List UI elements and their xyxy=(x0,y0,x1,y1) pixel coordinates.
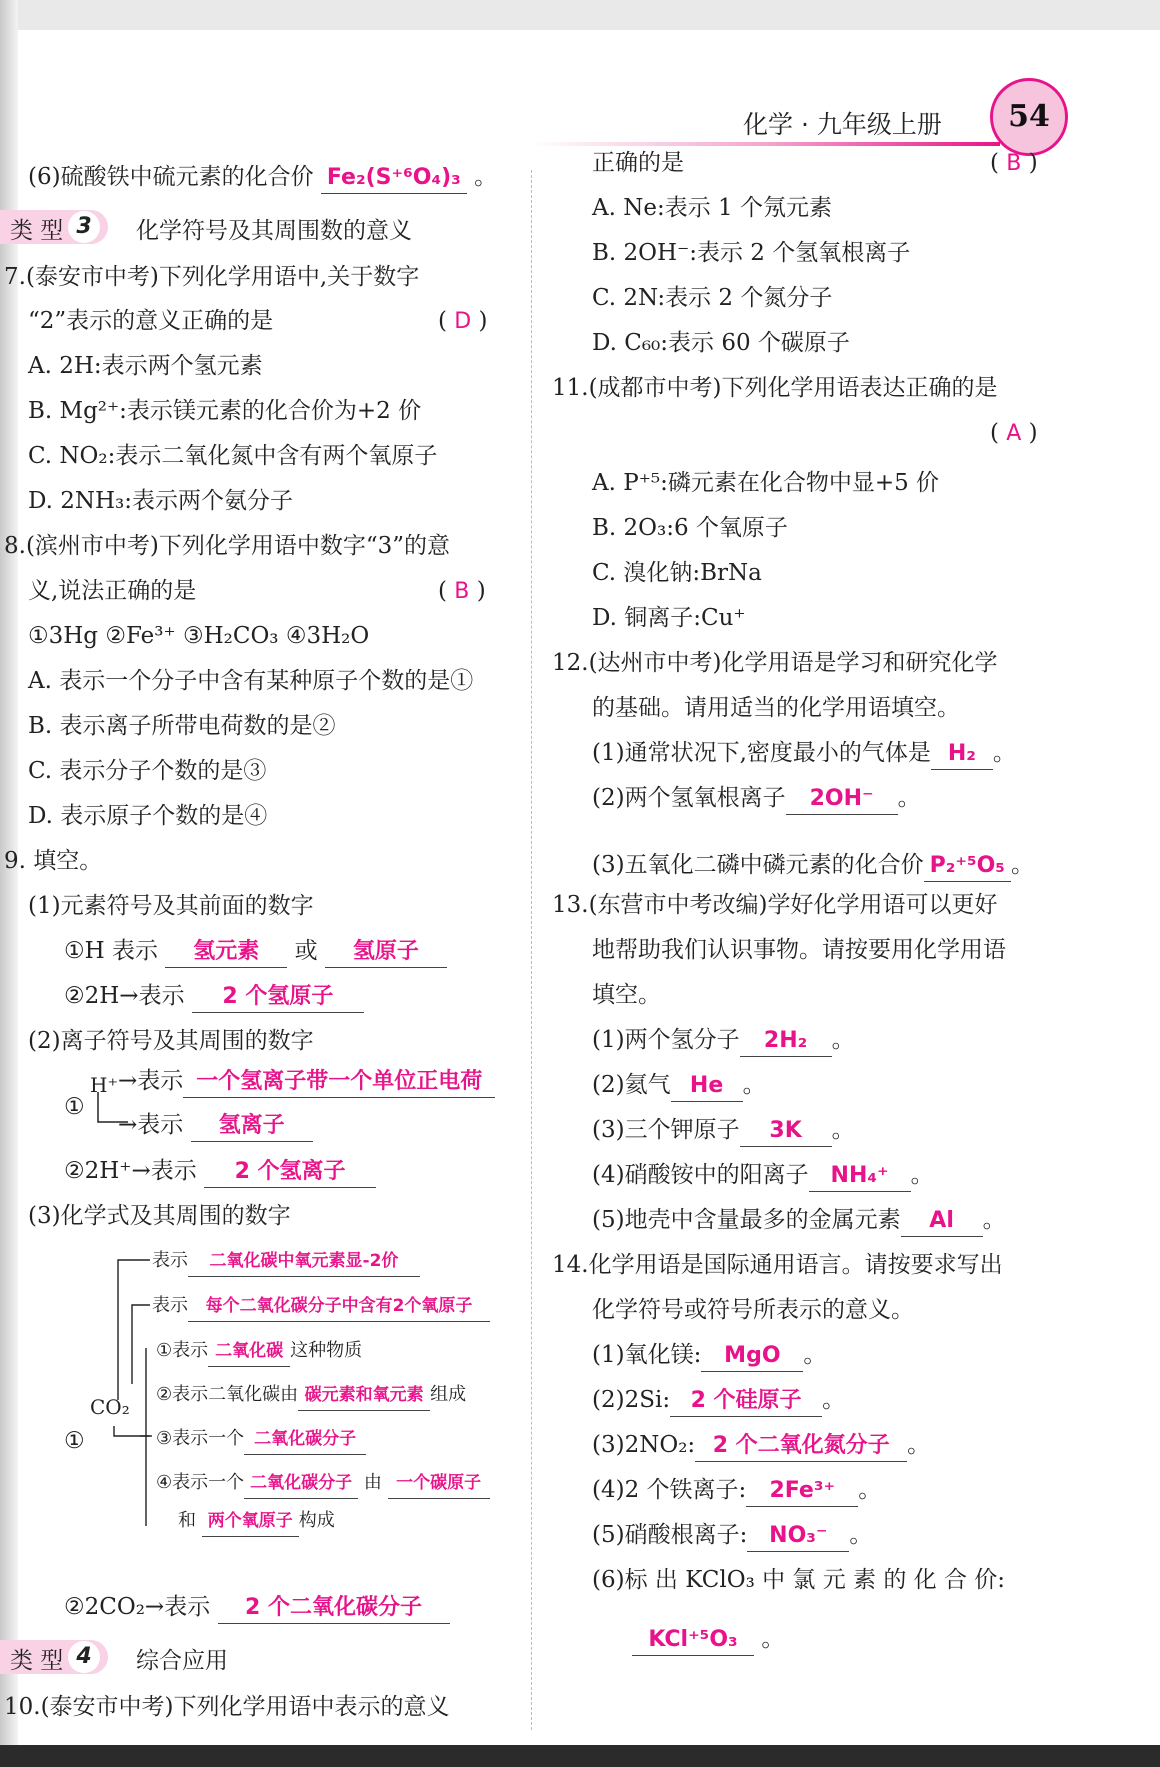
q11-option-c: C. 溴化钠:BrNa xyxy=(592,560,762,586)
q12-part2-label: (2)两个氢氧根离子 xyxy=(592,785,786,811)
q13-part3-label: (3)三个钾原子 xyxy=(592,1117,740,1143)
q7-answer-bracket: ( D ) xyxy=(438,308,488,334)
q8-answer: B xyxy=(454,579,470,604)
q14-part4-answer: 2Fe³⁺ xyxy=(746,1476,858,1507)
co2-meaning5-end: 构成 xyxy=(298,1510,335,1531)
q12-part3 xyxy=(592,850,1034,882)
co2-meaning1-end: 这种物质 xyxy=(290,1340,363,1361)
co2-meaning3-label: ③表示一个 xyxy=(156,1428,245,1449)
co2-meaning2-label: ②表示二氧化碳由 xyxy=(156,1384,299,1405)
co2-meaning5-answer: 两个氧原子 xyxy=(202,1506,299,1537)
q13-part5-end: 。 xyxy=(982,1207,1006,1233)
co2-row1-label: 表示 xyxy=(152,1250,188,1271)
q12-part2-answer: 2OH⁻ xyxy=(786,784,898,815)
co2-diagram xyxy=(60,1248,500,1588)
q9-part1a-label: 表示 xyxy=(112,938,158,964)
q13-part4-answer: NH₄⁺ xyxy=(809,1161,911,1192)
q10-stem: 10.(泰安市中考)下列化学用语中表示的意义 xyxy=(4,1694,450,1720)
co2-symbol: CO₂ xyxy=(90,1395,130,1419)
q13-part2-answer: He xyxy=(671,1071,743,1102)
q8-items: ①3Hg ②Fe³⁺ ③H₂CO₃ ④3H₂O xyxy=(28,623,370,649)
q10-answer-bracket: ( B ) xyxy=(990,150,1038,176)
q6-end: 。 xyxy=(474,164,498,190)
q12-stem2: 的基础。请用适当的化学用语填空。 xyxy=(592,695,960,721)
q14-part1 xyxy=(592,1340,826,1372)
q8-stem2: 义,说法正确的是 xyxy=(28,578,197,604)
co2-meaning1 xyxy=(156,1336,362,1367)
q9-part1a-answer2: 氢原子 xyxy=(325,937,447,968)
q9-part2a-line1-label: →表示 xyxy=(118,1068,184,1094)
q11-stem: 11.(成都市中考)下列化学用语表达正确的是 xyxy=(552,375,998,401)
q9-part1a-answer1: 氢元素 xyxy=(165,937,287,968)
q14-part2-answer: 2 个硅原子 xyxy=(670,1386,822,1417)
q14-part3 xyxy=(592,1430,930,1462)
q9-part1a xyxy=(64,936,447,968)
q14-part1-answer: MgO xyxy=(701,1341,803,1372)
q9-part2a-symbol: H⁺ xyxy=(90,1073,118,1097)
q14-part2 xyxy=(592,1385,845,1417)
q13-stem2: 地帮助我们认识事物。请按要用化学用语 xyxy=(592,937,1006,963)
q14-part5-label: (5)硝酸根离子: xyxy=(592,1522,748,1548)
q14-stem2: 化学符号或符号所表示的意义。 xyxy=(592,1297,914,1323)
q14-part1-end: 。 xyxy=(803,1342,827,1368)
co2-meaning2-answer: 碳元素和氧元素 xyxy=(298,1380,430,1411)
bottom-bar xyxy=(0,1745,1160,1767)
header-rule xyxy=(530,142,1000,146)
co2-meaning4 xyxy=(156,1468,490,1499)
q13-part5-label: (5)地壳中含量最多的金属元素 xyxy=(592,1207,901,1233)
section-number: 3 xyxy=(68,211,100,243)
q9-part2a-answer1: 一个氢离子带一个单位正电荷 xyxy=(183,1067,495,1098)
q13-part1 xyxy=(592,1025,855,1057)
q8-answer-bracket: ( B ) xyxy=(438,578,486,604)
q12-part3-label: (3)五氧化二磷中磷元素的化合价 xyxy=(592,852,924,878)
q13-part3 xyxy=(592,1115,855,1147)
co2-meaning2 xyxy=(156,1380,466,1411)
q14-part5-end: 。 xyxy=(849,1522,873,1548)
co2-mark: ① xyxy=(64,1428,85,1454)
q14-part2-label: (2)2Si: xyxy=(592,1387,671,1413)
q14-stem1: 14.化学用语是国际通用语言。请按要求写出 xyxy=(552,1252,1003,1278)
q13-part5 xyxy=(592,1205,1006,1237)
co2-row2-label: 表示 xyxy=(152,1295,188,1316)
q9-part1a-symbol: ①H xyxy=(64,938,105,964)
q9-part2a-line1 xyxy=(118,1066,495,1098)
q12-part2-end: 。 xyxy=(897,785,921,811)
co2-meaning3-answer: 二氧化碳分子 xyxy=(244,1424,366,1455)
q14-part3-end: 。 xyxy=(907,1432,931,1458)
q13-part1-end: 。 xyxy=(831,1027,855,1053)
q14-part6-line xyxy=(632,1624,784,1656)
q7-option-b: B. Mg²⁺:表示镁元素的化合价为+2 价 xyxy=(28,398,422,424)
q9-part3: (3)化学式及其周围的数字 xyxy=(28,1203,291,1229)
q9-part2a-line2 xyxy=(118,1110,313,1142)
q8-stem1: 8.(滨州市中考)下列化学用语中数字“3”的意 xyxy=(4,533,451,559)
q14-part4-end: 。 xyxy=(858,1477,882,1503)
q11-answer-bracket: ( A ) xyxy=(990,420,1038,446)
q7-stem2: “2”表示的意义正确的是 xyxy=(28,308,274,334)
q14-part6: (6)标 出 KClO₃ 中 氯 元 素 的 化 合 价: xyxy=(592,1567,1006,1593)
q14-part6-end: 。 xyxy=(761,1626,785,1652)
q12-part3-end: 。 xyxy=(1010,852,1034,878)
q12-stem1: 12.(达州市中考)化学用语是学习和研究化学 xyxy=(552,650,998,676)
q9-part3b xyxy=(64,1592,450,1624)
q10-stem-end: 正确的是 xyxy=(592,150,684,176)
q14-part3-label: (3)2NO₂: xyxy=(592,1432,696,1458)
q11-option-a: A. P⁺⁵:磷元素在化合物中显+5 价 xyxy=(592,470,940,496)
q12-part1-label: (1)通常状况下,密度最小的气体是 xyxy=(592,740,931,766)
q13-stem1: 13.(东营市中考改编)学好化学用语可以更好 xyxy=(552,892,998,918)
q8-option-b: B. 表示离子所带电荷数的是② xyxy=(28,713,336,739)
q9-part1b xyxy=(64,981,364,1013)
q10-option-c: C. 2N:表示 2 个氮分子 xyxy=(592,285,833,311)
co2-meaning3 xyxy=(156,1424,366,1455)
q13-part4-end: 。 xyxy=(910,1162,934,1188)
co2-meaning5-label: 和 xyxy=(178,1510,196,1531)
q10-option-a: A. Ne:表示 1 个氖元素 xyxy=(592,195,832,221)
q9-stem: 9. 填空。 xyxy=(4,848,103,874)
q7-option-a: A. 2H:表示两个氢元素 xyxy=(28,353,263,379)
q9-part2a-line2-label: →表示 xyxy=(118,1112,184,1138)
header-title: 化学 · 九年级上册 xyxy=(743,110,942,139)
co2-row2-answer: 每个二氧化碳分子中含有2个氧原子 xyxy=(188,1291,490,1322)
q14-part4 xyxy=(592,1475,881,1507)
q13-stem3: 填空。 xyxy=(592,982,661,1008)
q12-part1-end: 。 xyxy=(992,740,1016,766)
q13-part1-answer: 2H₂ xyxy=(740,1026,832,1057)
section-title: 化学符号及其周围数的意义 xyxy=(136,218,412,244)
co2-meaning4-mid: 由 xyxy=(363,1472,382,1493)
q9-part1b-label: ②2H→表示 xyxy=(64,983,185,1009)
q10-option-d: D. C₆₀:表示 60 个碳原子 xyxy=(592,330,850,356)
q14-part5-answer: NO₃⁻ xyxy=(747,1521,849,1552)
q13-part3-answer: 3K xyxy=(740,1116,832,1147)
q9-part2b-answer: 2 个氢离子 xyxy=(204,1157,376,1188)
q13-part2 xyxy=(592,1070,766,1102)
co2-row1-answer: 二氧化碳中氧元素显-2价 xyxy=(188,1246,420,1277)
q11-answer: A xyxy=(1006,421,1022,446)
section-type-4 xyxy=(0,1640,520,1674)
co2-meaning4-answer: 二氧化碳分子 xyxy=(244,1468,358,1499)
q12-part1-answer: H₂ xyxy=(931,739,993,770)
q7-option-c: C. NO₂:表示二氧化氮中含有两个氧原子 xyxy=(28,443,438,469)
q7-stem1: 7.(泰安市中考)下列化学用语中,关于数字 xyxy=(4,264,420,290)
q9-part3b-label: ②2CO₂→表示 xyxy=(64,1594,211,1620)
q6-text: (6)硫酸铁中硫元素的化合价 xyxy=(28,164,314,190)
q12-part1 xyxy=(592,738,1016,770)
q8-option-d: D. 表示原子个数的是④ xyxy=(28,803,268,829)
co2-meaning4-label: ④表示一个 xyxy=(156,1472,245,1493)
q9-part2b xyxy=(64,1156,376,1188)
q9-part1b-answer: 2 个氢原子 xyxy=(192,982,364,1013)
q11-option-b: B. 2O₃:6 个氧原子 xyxy=(592,515,788,541)
page xyxy=(0,30,1160,1745)
section-label: 类 型 xyxy=(10,218,64,244)
q13-part4-label: (4)硝酸铵中的阳离子 xyxy=(592,1162,809,1188)
q7-option-d: D. 2NH₃:表示两个氨分子 xyxy=(28,488,294,514)
q9-part2a-answer2: 氢离子 xyxy=(191,1111,313,1142)
q12-part3-answer: P₂⁺⁵O₅ xyxy=(924,851,1011,882)
q14-part4-label: (4)2 个铁离子: xyxy=(592,1477,747,1503)
co2-row1 xyxy=(152,1246,420,1277)
q7-answer: D xyxy=(454,309,472,334)
page-number-badge xyxy=(990,78,1068,156)
q9-part3b-answer: 2 个二氧化碳分子 xyxy=(218,1593,450,1624)
q14-part5 xyxy=(592,1520,872,1552)
q8-option-c: C. 表示分子个数的是③ xyxy=(28,758,267,784)
q13-part2-label: (2)氦气 xyxy=(592,1072,671,1098)
q9-part2a-mark: ① xyxy=(64,1094,85,1120)
section-title: 综合应用 xyxy=(136,1648,228,1674)
q11-option-d: D. 铜离子:Cu⁺ xyxy=(592,605,746,631)
co2-meaning1-label: ①表示 xyxy=(156,1340,209,1361)
co2-meaning5 xyxy=(178,1506,335,1537)
q6-line xyxy=(28,162,497,194)
section-number: 4 xyxy=(68,1641,100,1673)
q9-part1a-or: 或 xyxy=(294,938,318,964)
q9-part1: (1)元素符号及其前面的数字 xyxy=(28,893,314,919)
q12-part2 xyxy=(592,783,921,815)
q13-part1-label: (1)两个氢分子 xyxy=(592,1027,740,1053)
q9-part2: (2)离子符号及其周围的数字 xyxy=(28,1028,314,1054)
q14-part6-answer: KCl⁺⁵O₃ xyxy=(632,1625,754,1656)
q13-part2-end: 。 xyxy=(742,1072,766,1098)
co2-meaning2-end: 组成 xyxy=(430,1384,467,1405)
q10-answer: B xyxy=(1006,151,1022,176)
q13-part4 xyxy=(592,1160,934,1192)
co2-meaning1-answer: 二氧化碳 xyxy=(208,1336,290,1367)
q14-part1-label: (1)氧化镁: xyxy=(592,1342,702,1368)
page-number: 54 xyxy=(1008,99,1050,134)
top-bar xyxy=(0,0,1160,30)
q8-option-a: A. 表示一个分子中含有某种原子个数的是① xyxy=(28,668,474,694)
section-type-3 xyxy=(0,210,520,244)
section-label: 类 型 xyxy=(10,1648,64,1674)
q6-answer: Fe₂(S⁺⁶O₄)₃ xyxy=(321,163,467,194)
q10-option-b: B. 2OH⁻:表示 2 个氢氧根离子 xyxy=(592,240,911,266)
co2-row2 xyxy=(152,1291,490,1322)
column-divider xyxy=(531,170,532,1730)
q14-part2-end: 。 xyxy=(822,1387,846,1413)
q9-part2b-label: ②2H⁺→表示 xyxy=(64,1158,197,1184)
co2-meaning4-answer2: 一个碳原子 xyxy=(388,1468,490,1499)
q14-part3-answer: 2 个二氧化氮分子 xyxy=(695,1431,907,1462)
q13-part3-end: 。 xyxy=(831,1117,855,1143)
q13-part5-answer: Al xyxy=(901,1206,983,1237)
